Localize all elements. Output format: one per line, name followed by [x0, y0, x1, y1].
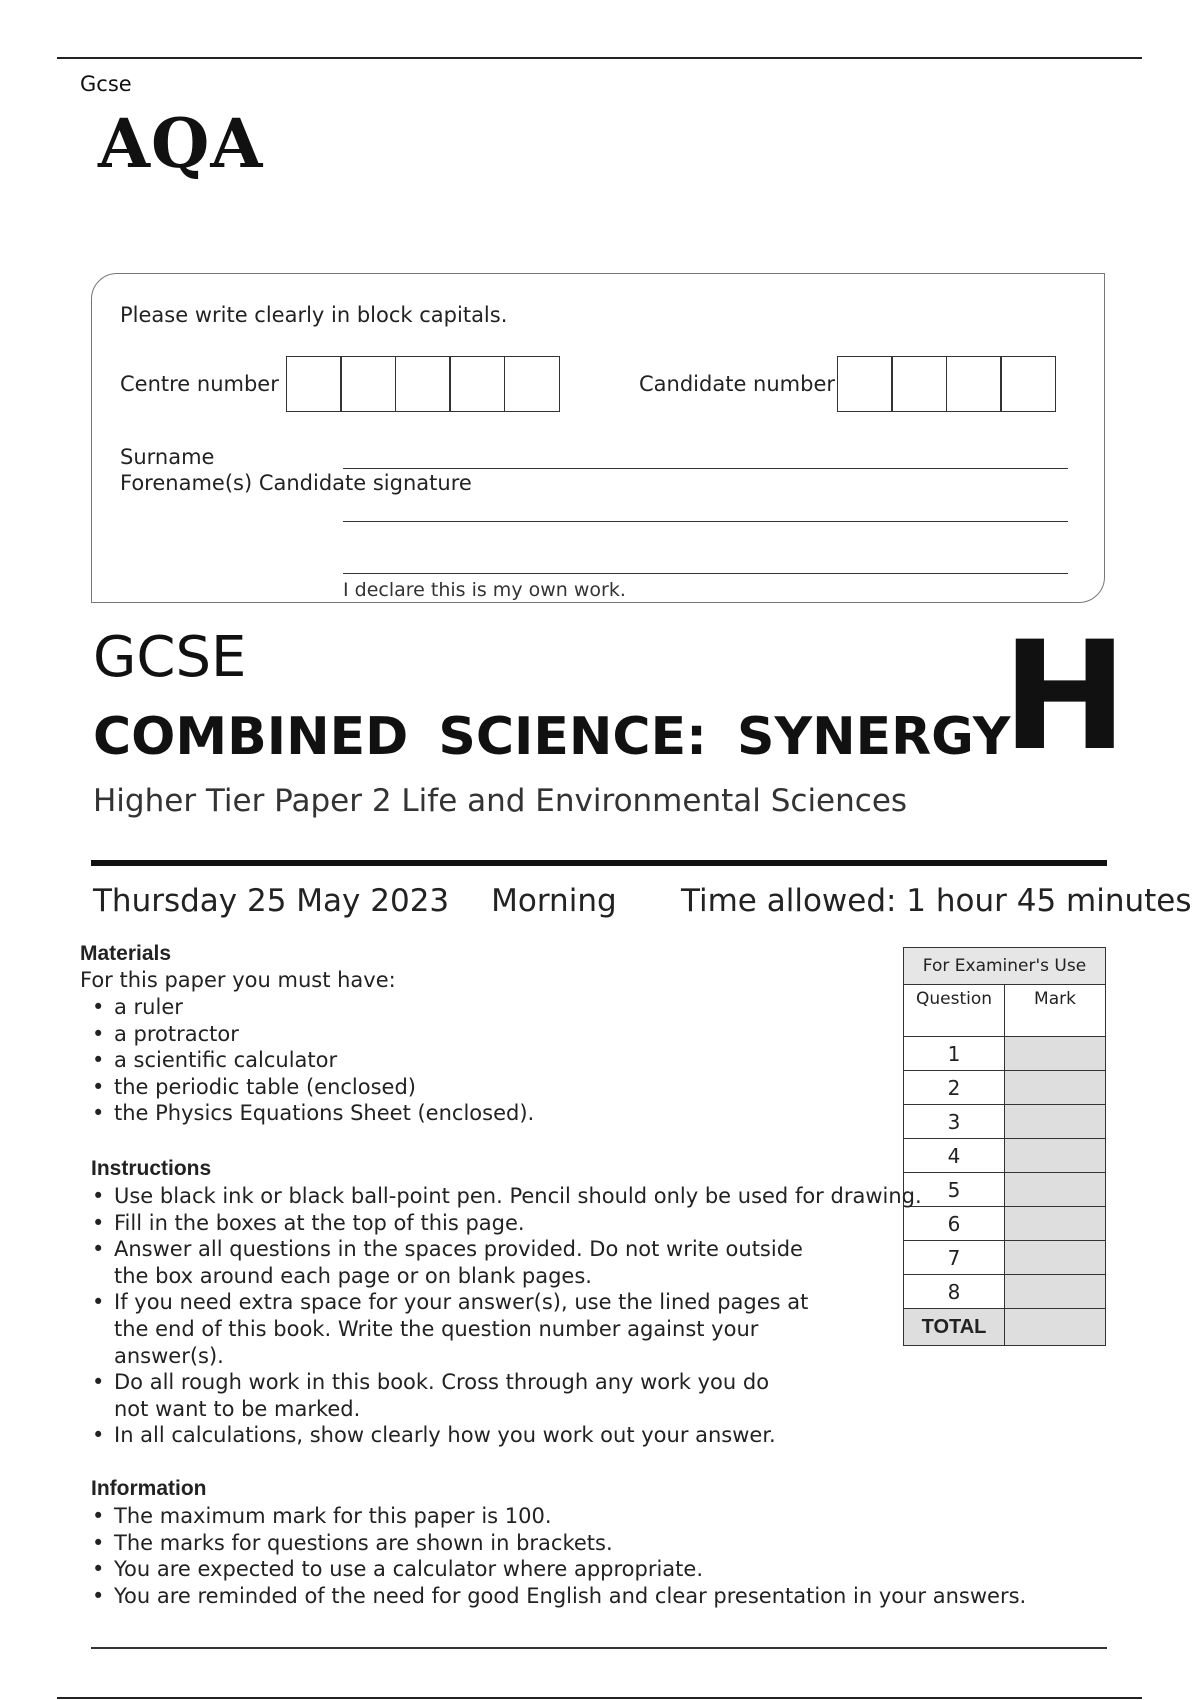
list-item: • the Physics Equations Sheet (enclosed).	[80, 1100, 534, 1127]
mark-cell[interactable]	[1005, 1173, 1106, 1207]
materials-heading: Materials	[80, 942, 172, 965]
list-item: • a protractor	[80, 1021, 534, 1048]
question-column-header: Question	[904, 985, 1005, 1037]
candidate-digit-box[interactable]	[1000, 356, 1056, 412]
mark-cell[interactable]	[1005, 1139, 1106, 1173]
surname-line[interactable]	[343, 468, 1068, 469]
surname-label: Surname	[120, 445, 215, 469]
list-item: • Answer all questions in the spaces provided. Do not write outside	[80, 1236, 922, 1263]
paper-title: Higher Tier Paper 2 Life and Environmental Sciences	[93, 783, 908, 819]
question-number: 4	[904, 1139, 1005, 1173]
exam-session: Morning	[491, 883, 617, 919]
centre-digit-box[interactable]	[504, 356, 560, 412]
time-allowed: Time allowed: 1 hour 45 minutes	[681, 883, 1192, 919]
question-number: 1	[904, 1037, 1005, 1071]
list-item-continuation: the end of this book. Write the question number against your	[114, 1316, 759, 1341]
candidate-digit-box[interactable]	[891, 356, 947, 412]
declaration-text: I declare this is my own work.	[343, 579, 626, 601]
list-item: • If you need extra space for your answer(s), use the lined pages at	[80, 1289, 922, 1316]
total-mark-cell[interactable]	[1005, 1309, 1106, 1346]
instructions-list	[80, 1183, 922, 1449]
list-item: • the periodic table (enclosed)	[80, 1074, 534, 1101]
mark-column-header: Mark	[1005, 985, 1106, 1037]
mark-cell[interactable]	[1005, 1071, 1106, 1105]
question-number: 3	[904, 1105, 1005, 1139]
centre-digit-box[interactable]	[286, 356, 342, 412]
block-capitals-instruction: Please write clearly in block capitals.	[120, 303, 508, 327]
exam-date-row	[93, 883, 659, 919]
title-block	[80, 625, 1100, 843]
forename-signature-label: Forename(s) Candidate signature	[120, 471, 472, 495]
centre-digit-box[interactable]	[395, 356, 451, 412]
candidate-digit-box[interactable]	[837, 356, 893, 412]
list-item: • The marks for questions are shown in brackets.	[80, 1530, 1026, 1557]
list-item-continuation: the box around each page or on blank pages.	[114, 1263, 592, 1288]
subject-title: COMBINED SCIENCE: SYNERGY	[93, 707, 1011, 767]
tier-letter: H	[1002, 610, 1128, 784]
centre-digit-box[interactable]	[449, 356, 505, 412]
list-item: • Use black ink or black ball-point pen. Pencil should only be used for drawing.	[80, 1183, 922, 1210]
list-item: • a scientific calculator	[80, 1047, 534, 1074]
candidate-number-boxes	[838, 356, 1056, 412]
information-list	[80, 1503, 1026, 1609]
centre-number-boxes	[287, 356, 560, 412]
total-label: TOTAL	[904, 1309, 1005, 1346]
bottom-rule	[57, 1697, 1142, 1699]
mark-cell[interactable]	[1005, 1037, 1106, 1071]
examiner-table-title: For Examiner's Use	[904, 948, 1106, 985]
aqa-logo: AQA	[98, 104, 264, 183]
mark-cell[interactable]	[1005, 1105, 1106, 1139]
materials-list	[80, 994, 534, 1127]
centre-number-label: Centre number	[120, 372, 279, 396]
list-item: • In all calculations, show clearly how you work out your answer.	[80, 1422, 922, 1449]
candidate-number-label: Candidate number	[639, 372, 835, 396]
list-item: • You are expected to use a calculator where appropriate.	[80, 1556, 1026, 1583]
list-item: • You are reminded of the need for good English and clear presentation in your answers.	[80, 1583, 1026, 1610]
candidate-digit-box[interactable]	[946, 356, 1002, 412]
list-item: • The maximum mark for this paper is 100.	[80, 1503, 1026, 1530]
header-label: Gcse	[80, 72, 132, 96]
title-rule	[91, 860, 1107, 866]
list-item: • Fill in the boxes at the top of this page.	[80, 1210, 922, 1237]
instructions-heading: Instructions	[91, 1157, 212, 1180]
end-rule	[91, 1647, 1107, 1649]
question-number: 2	[904, 1071, 1005, 1105]
list-item-continuation: not want to be marked.	[114, 1396, 361, 1421]
forename-line[interactable]	[343, 521, 1068, 522]
list-item: • Do all rough work in this book. Cross through any work you do	[80, 1369, 922, 1396]
list-item: • a ruler	[80, 994, 534, 1021]
information-heading: Information	[91, 1477, 207, 1500]
signature-line[interactable]	[343, 573, 1068, 574]
question-number: 5	[904, 1173, 1005, 1207]
question-number: 6	[904, 1207, 1005, 1241]
examiner-use-table	[903, 947, 1106, 1346]
question-number: 7	[904, 1241, 1005, 1275]
mark-cell[interactable]	[1005, 1207, 1106, 1241]
centre-digit-box[interactable]	[340, 356, 396, 412]
question-number: 8	[904, 1275, 1005, 1309]
exam-date: Thursday 25 May 2023	[93, 883, 450, 919]
materials-intro: For this paper you must have:	[80, 968, 396, 992]
mark-cell[interactable]	[1005, 1275, 1106, 1309]
mark-cell[interactable]	[1005, 1241, 1106, 1275]
list-item-continuation: answer(s).	[114, 1343, 224, 1368]
top-rule	[57, 57, 1142, 59]
qualification-title: GCSE	[93, 625, 247, 690]
